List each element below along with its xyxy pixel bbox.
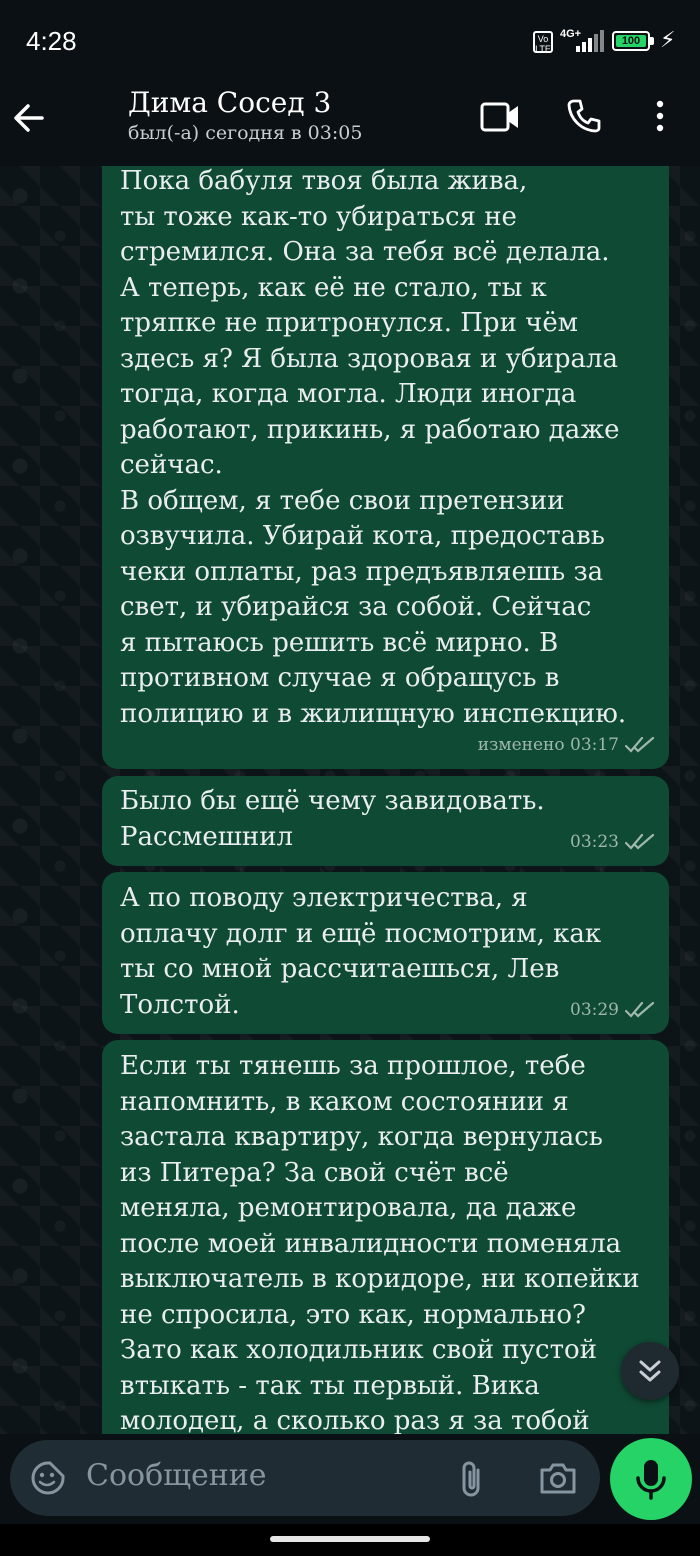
attach-paperclip-icon[interactable]	[458, 1460, 486, 1498]
message-meta	[570, 825, 655, 861]
message-text: Было бы ещё чему завидовать. Рассмешнил	[120, 786, 545, 852]
back-arrow-icon[interactable]	[12, 98, 48, 138]
status-bar	[0, 0, 700, 80]
battery-icon	[612, 31, 650, 51]
message-time: 03:23	[570, 831, 619, 852]
video-call-icon[interactable]	[480, 100, 520, 134]
emoji-sticker-icon[interactable]	[30, 1460, 66, 1496]
contact-name[interactable]: Дима Сосед 3	[128, 86, 332, 119]
volte-icon: Vo LTE	[533, 31, 553, 53]
compose-bar	[0, 1434, 700, 1524]
microphone-icon	[610, 1438, 692, 1520]
camera-icon[interactable]	[538, 1460, 578, 1496]
double-chevron-down-icon	[621, 1342, 679, 1400]
message-meta	[478, 728, 655, 764]
more-options-icon[interactable]	[650, 98, 670, 134]
last-seen-status: был(-а) сегодня в 03:05	[128, 122, 363, 144]
message-bubble[interactable]	[102, 872, 669, 1034]
message-text: Если ты тянешь за прошлое, тебе напомнить, в каком состоянии я застала квартиру, когда вернулась из Питера? За свой счёт всё меняла, ремонтировала, да даже после моей инвалидности поменяла выключатель в коридоре, ни копейки не спросила, это как, нормально? Зато как холодильник свой пустой втыкать - так ты первый. Вика молодец, а сколько раз я за тобой	[120, 1051, 640, 1434]
network-type: 4G+	[560, 28, 582, 40]
system-navigation-bar	[0, 1524, 700, 1556]
message-text: Пока бабуля твоя была жива, ты тоже как-то убираться не стремился. Она за тебя всё делала. А теперь, как её не стало, ты к тряпке не притронулся. При чём здесь я? Я была здоровая и убирала тогда, когда могла. Люди иногда работают, прикинь, я работаю даже сейчас. В общем, я тебе свои претензии озвучила. Убирай кота, предоставь чеки оплаты, раз предъявляешь за свет, и убирайся за собой. Сейчас я пытаюсь решить всё мирно. В противном случае я обращусь в полицию и в жилищную инспекцию.	[120, 166, 627, 729]
phone-call-icon[interactable]	[566, 98, 602, 134]
charging-icon: ⚡	[660, 28, 676, 53]
voice-message-button[interactable]	[610, 1438, 692, 1520]
read-ticks-icon	[625, 833, 655, 851]
status-time: 4:28	[26, 26, 77, 56]
message-list[interactable]	[0, 166, 700, 1434]
signal-icon	[576, 30, 604, 52]
read-ticks-icon	[625, 736, 655, 754]
message-bubble[interactable]	[102, 1040, 669, 1434]
message-bubble[interactable]	[102, 166, 669, 769]
message-input-placeholder: Сообщение	[86, 1458, 267, 1493]
scroll-to-bottom-button[interactable]	[621, 1342, 679, 1400]
home-gesture-handle[interactable]	[270, 1536, 430, 1542]
message-time: 03:29	[570, 999, 619, 1020]
message-meta	[570, 993, 655, 1029]
battery-level: 100	[616, 35, 646, 47]
message-text: А по поводу электричества, я оплачу долг и ещё посмотрим, как ты со мной рассчитаешься, Лев Толстой.	[120, 883, 602, 1020]
read-ticks-icon	[625, 1001, 655, 1019]
message-input[interactable]	[10, 1440, 600, 1516]
chat-header	[0, 80, 700, 166]
message-time: изменено 03:17	[477, 734, 619, 755]
message-bubble[interactable]	[102, 776, 669, 866]
